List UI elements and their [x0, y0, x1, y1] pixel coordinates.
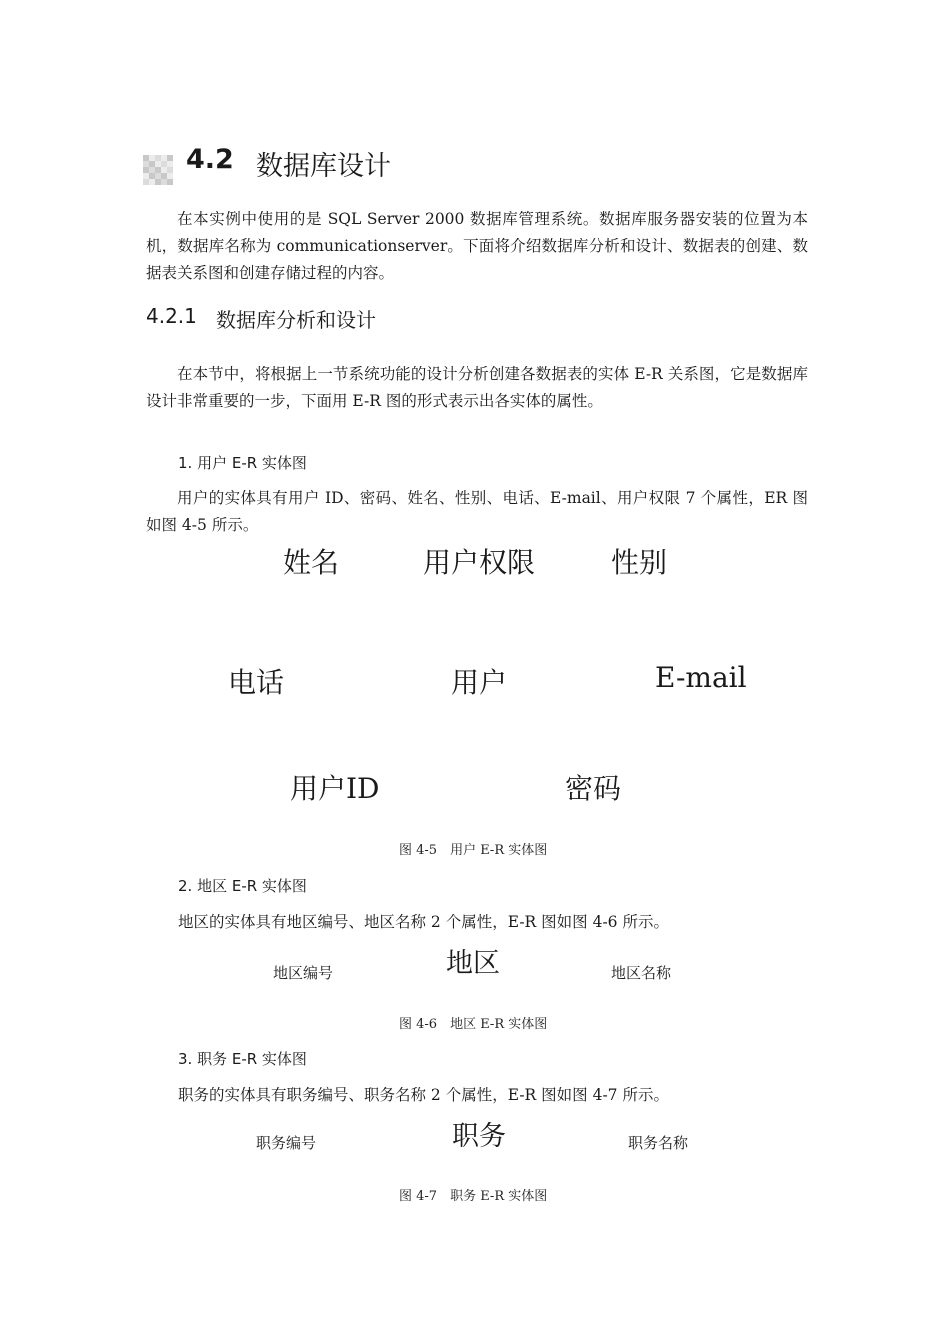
- section-intro: 在本实例中使用的是 SQL Server 2000 数据库管理系统。数据库服务器安装的位置为本机，数据库名称为 communicationserver。下面将介绍数据库分析和设计、数据表的创建、数据表关系图和创建存储过程的内容。: [146, 210, 808, 282]
- er-attribute: 用户权限: [423, 546, 536, 579]
- er-attribute: 职务名称: [628, 1134, 689, 1152]
- er-entity: 职务: [452, 1121, 506, 1152]
- subsection-number: 4.2.1: [146, 304, 197, 328]
- figure-caption: 图 4-5 用户 E-R 实体图: [399, 843, 548, 858]
- er-attribute: E-mail: [655, 661, 747, 694]
- section-icon: [143, 155, 173, 185]
- er-attribute: 用户ID: [290, 772, 380, 805]
- section-number: 4.2: [186, 144, 234, 175]
- er-entity: 用户: [451, 666, 508, 699]
- item-heading-user: 1. 用户 E-R 实体图: [178, 454, 307, 472]
- section-title: 数据库设计: [256, 151, 391, 182]
- er-attribute: 密码: [565, 772, 622, 805]
- figure-caption: 图 4-7 职务 E-R 实体图: [399, 1189, 548, 1204]
- er-attribute: 职务编号: [256, 1134, 317, 1152]
- er-attribute: 姓名: [283, 546, 340, 579]
- er-attribute: 地区名称: [611, 964, 672, 982]
- subsection-title: 数据库分析和设计: [216, 308, 376, 332]
- item-heading-region: 2. 地区 E-R 实体图: [178, 877, 307, 895]
- er-entity: 地区: [446, 948, 500, 979]
- item-text-position: 职务的实体具有职务编号、职务名称 2 个属性，E-R 图如图 4-7 所示。: [178, 1086, 669, 1104]
- er-attribute: 性别: [611, 546, 668, 579]
- er-attribute: 地区编号: [273, 964, 334, 982]
- er-attribute: 电话: [228, 666, 285, 699]
- figure-caption: 图 4-6 地区 E-R 实体图: [399, 1017, 548, 1032]
- item-text-user: 用户的实体具有用户 ID、密码、姓名、性别、电话、E-mail、用户权限 7 个属性，ER 图如图 4-5 所示。: [146, 489, 808, 534]
- item-text-region: 地区的实体具有地区编号、地区名称 2 个属性，E-R 图如图 4-6 所示。: [178, 913, 669, 931]
- item-heading-position: 3. 职务 E-R 实体图: [178, 1050, 307, 1068]
- subsection-intro: 在本节中，将根据上一节系统功能的设计分析创建各数据表的实体 E-R 关系图，它是数据库设计非常重要的一步，下面用 E-R 图的形式表示出各实体的属性。: [146, 365, 808, 410]
